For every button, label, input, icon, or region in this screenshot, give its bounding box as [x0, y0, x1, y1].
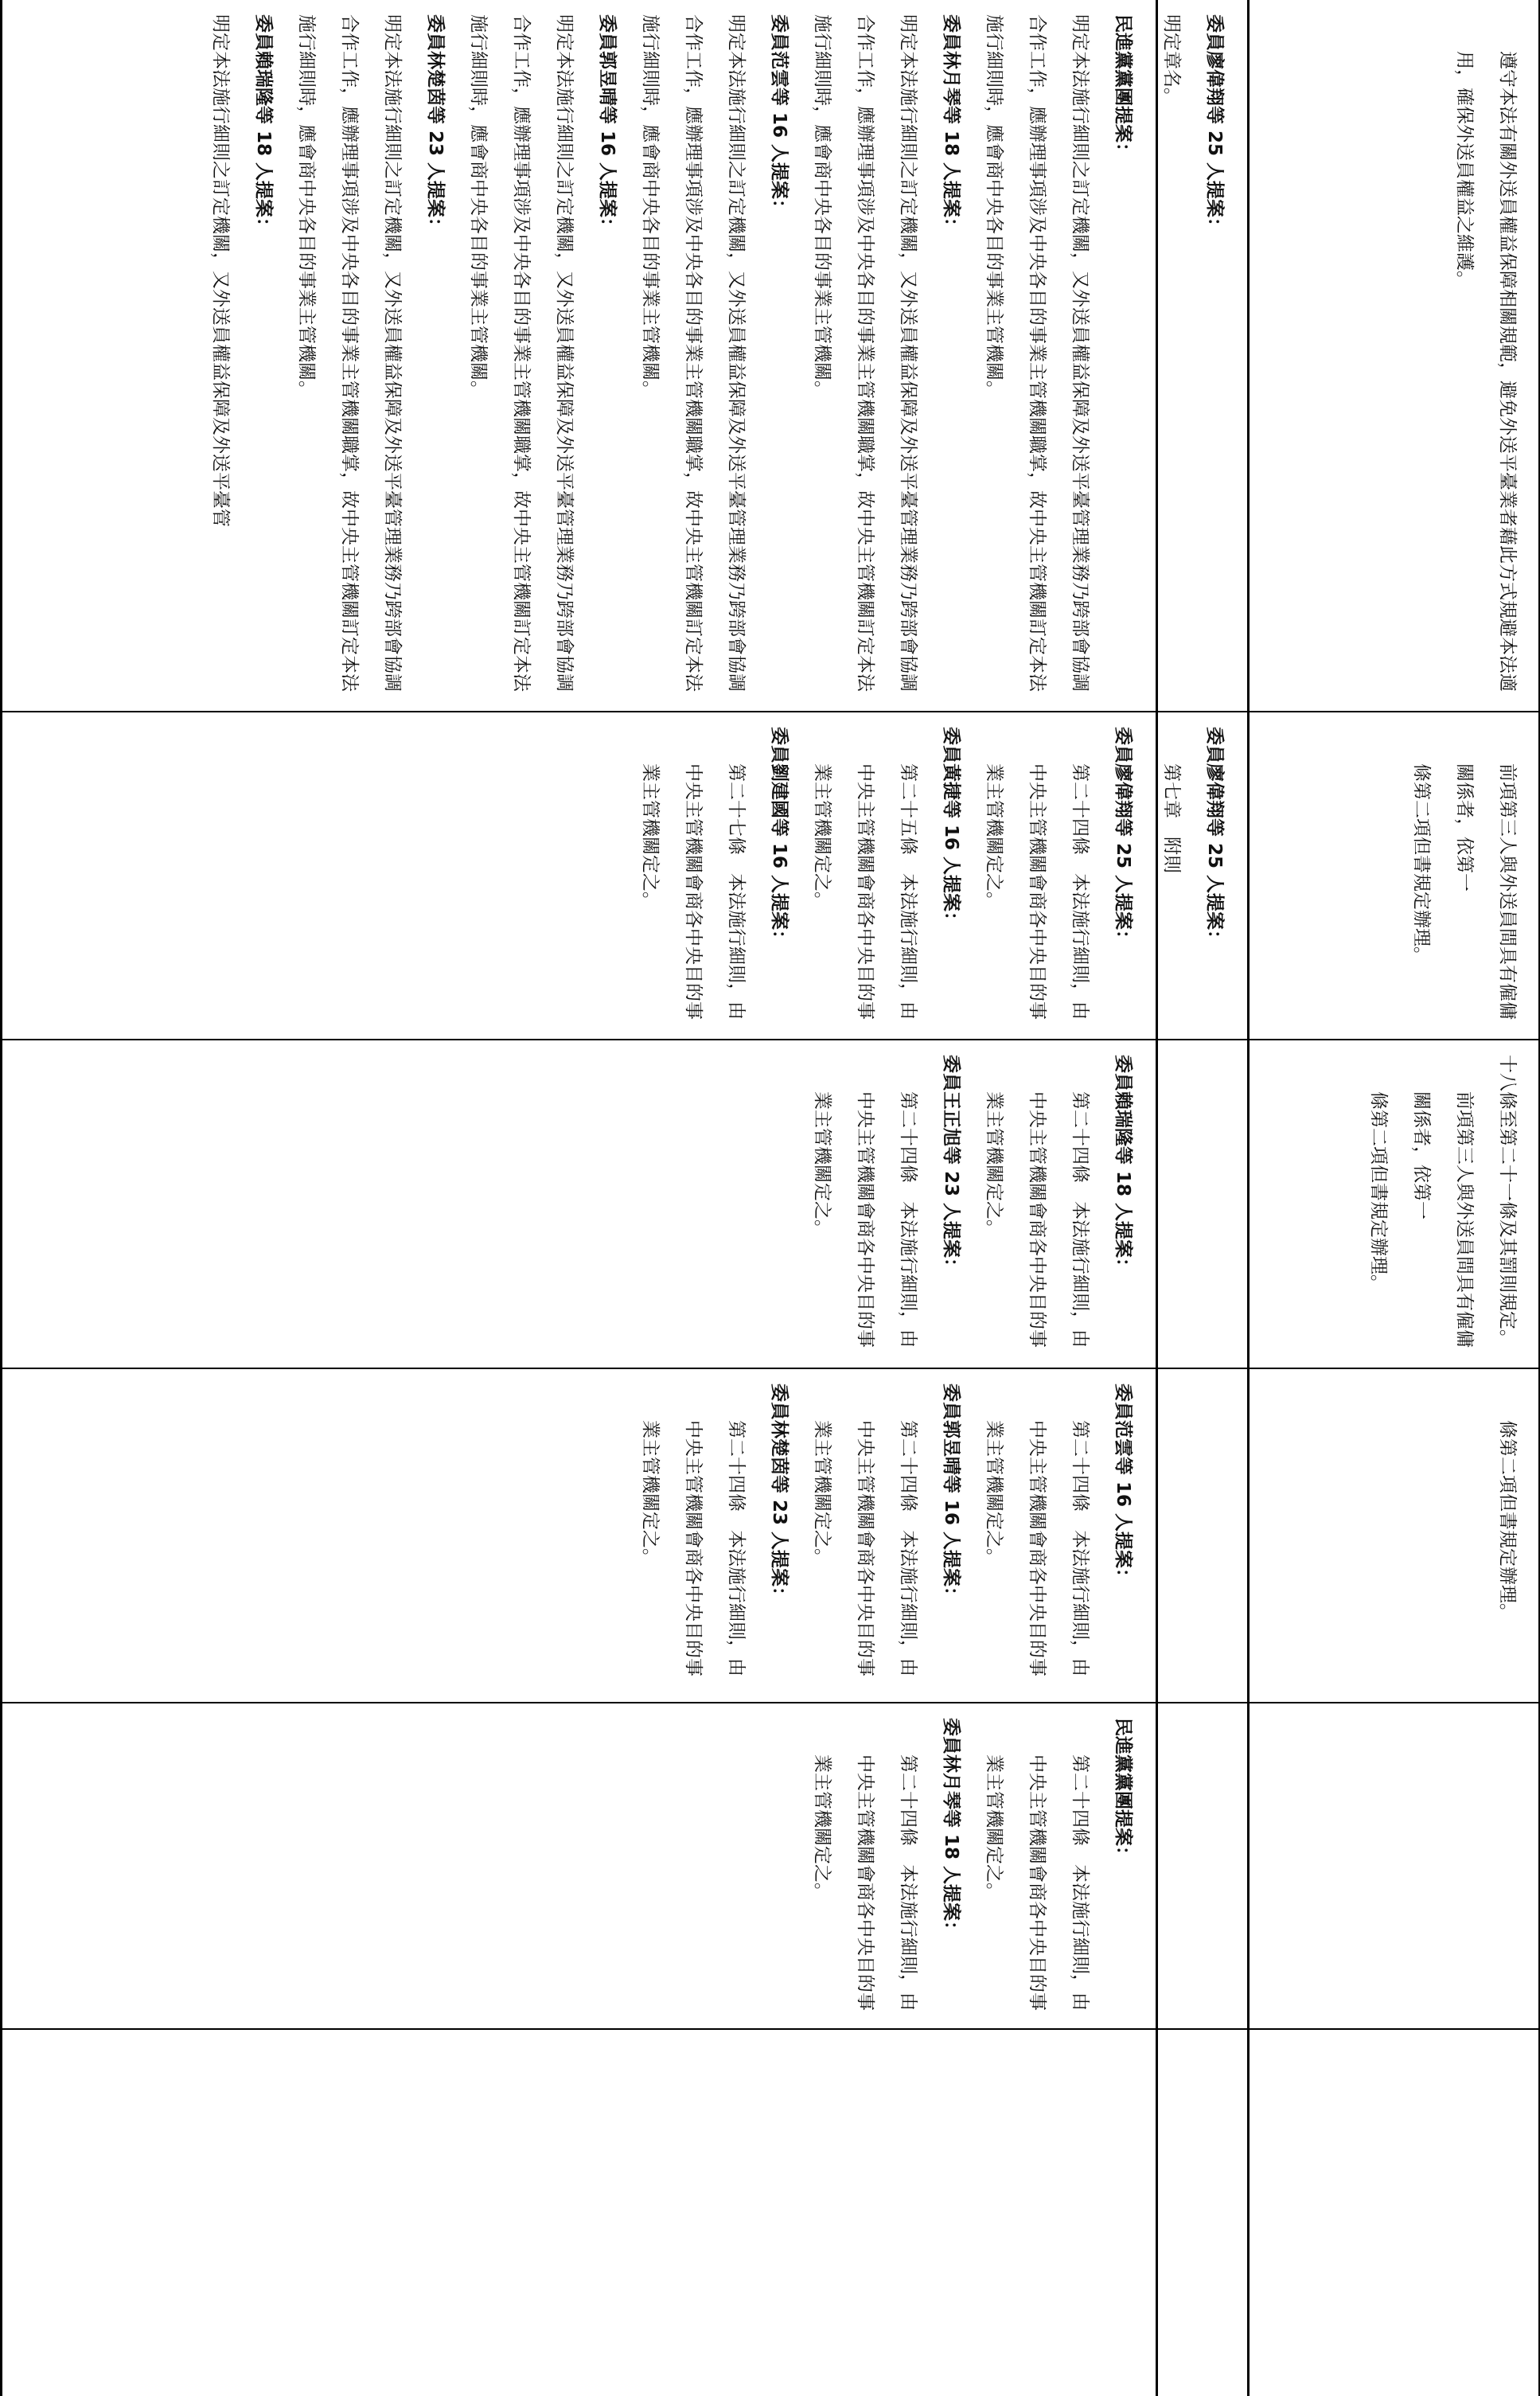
row1-col3-line1: 十八條至第二十一條及其罰則規定。: [1497, 1055, 1518, 1348]
row1-col1: [1250, 0, 1540, 711]
proposal-heading: 委員范雲等 16 人提案：: [1113, 1383, 1133, 1587]
row3-col4-list: [629, 1383, 1144, 1688]
proposal-text: 第二十四條 本法施行細則，由中央主管機關會商各中央目的事業主管機關定之。: [984, 1091, 1090, 1348]
proposal-text: 明定本法施行細則之訂定機關，又外送員權益保障及外送平臺管理業務乃跨部會協調合作工作，應辦理事項涉及中央各目的事業主管機關職掌，故中央主管機關訂定本法施行細則時，應會商中央各目的事業主管機關。: [812, 14, 918, 692]
proposal-text: 第二十四條 本法施行細則，由中央主管機關會商各中央目的事業主管機關定之。: [812, 1091, 918, 1348]
row2-col1-text: 明定章名。: [1161, 14, 1182, 106]
row1-col3: [1250, 1040, 1540, 1368]
proposal-text: 第二十四條 本法施行細則，由中央主管機關會商各中央目的事業主管機關定之。: [984, 1420, 1090, 1676]
row3-col3-list: [801, 1055, 1144, 1353]
proposal-heading: 委員賴瑞隆等 18 人提案：: [1113, 1055, 1133, 1277]
row1-col1-text: 遵守本法有關外送員權益保障相關規範，避免外送平臺業者藉此方式規避本法適用，確保外送員權益之維護。: [1454, 51, 1518, 692]
row1-col2-line1: 前項第三人與外送員間具有僱傭關係者，依第一: [1454, 763, 1518, 1020]
row3-col5: [2, 1703, 1156, 2028]
proposal-heading: 委員郭昱晴等 16 人提案：: [941, 1383, 961, 1606]
proposal-heading: 民進黨黨團提案：: [1113, 14, 1133, 161]
row1-col2: [1250, 712, 1540, 1039]
row2-col1-heading: 委員廖偉翔等 25 人提案：: [1204, 14, 1225, 236]
proposal-heading: 委員郭昱晴等 16 人提案：: [597, 14, 618, 236]
row2-col2: [1158, 712, 1247, 1039]
proposal-heading: 委員林月琴等 18 人提案：: [941, 1718, 961, 1940]
proposal-heading: 委員王正旭等 23 人提案：: [941, 1055, 961, 1277]
row1-col3-line3: 條第二項但書規定辦理。: [1368, 1091, 1389, 1293]
proposal-text: 第二十四條 本法施行細則，由中央主管機關會商各中央目的事業主管機關定之。: [812, 1420, 918, 1676]
proposal-text: 明定本法施行細則之訂定機關，又外送員權益保障及外送平臺管理業務乃跨部會協調合作工作，應辦理事項涉及中央各目的事業主管機關職掌，故中央主管機關訂定本法施行細則時，應會商中央各目的事業主管機關。: [984, 14, 1090, 692]
proposal-text: 明定本法施行細則之訂定機關，又外送員權益保障及外送平臺管理業務乃跨部會協調合作工作，應辦理事項涉及中央各目的事業主管機關職掌，故中央主管機關訂定本法施行細則時，應會商中央各目的事業主管機關。: [468, 14, 575, 692]
row3-col5-list: [801, 1718, 1144, 2014]
proposal-text: 第二十四條 本法施行細則，由中央主管機關會商各中央目的事業主管機關定之。: [640, 1420, 747, 1676]
row3-col2-list: [629, 727, 1144, 1024]
proposal-text: 第二十七條 本法施行細則，由中央主管機關會商各中央目的事業主管機關定之。: [640, 763, 747, 1020]
row1-col4-text: 條第二項但書規定辦理。: [1497, 1420, 1518, 1621]
row2-col2-heading: 委員廖偉翔等 25 人提案：: [1204, 727, 1225, 949]
row2-col1: [1158, 0, 1247, 711]
proposal-heading: 委員林楚茵等 23 人提案：: [425, 14, 446, 236]
proposal-heading: 委員范雲等 16 人提案：: [769, 14, 789, 218]
proposal-text: 明定本法施行細則之訂定機關，又外送員權益保障及外送平臺管理業務乃跨部會協調合作工作，應辦理事項涉及中央各目的事業主管機關職掌，故中央主管機關訂定本法施行細則時，應會商中央各目的事業主管機關。: [296, 14, 403, 692]
proposal-heading: 民進黨黨團提案：: [1113, 1718, 1133, 1864]
row1-col2-line2: 條第二項但書規定辦理。: [1411, 763, 1432, 965]
proposal-heading: 委員劉建國等 16 人提案：: [769, 727, 789, 949]
proposal-text: 明定本法施行細則之訂定機關，又外送員權益保障及外送平臺管理業務乃跨部會協調合作工作，應辦理事項涉及中央各目的事業主管機關職掌，故中央主管機關訂定本法施行細則時，應會商中央各目的事業主管機關。: [640, 14, 747, 692]
row1-col4: [1250, 1369, 1540, 1702]
proposal-text: 第二十四條 本法施行細則，由中央主管機關會商各中央目的事業主管機關定之。: [812, 1754, 918, 2011]
row3-col1: [2, 0, 1156, 711]
proposal-heading: 委員林月琴等 18 人提案：: [941, 14, 961, 236]
proposal-heading: 委員賴瑞隆等 18 人提案：: [253, 14, 274, 236]
proposal-text: 第二十四條 本法施行細則，由中央主管機關會商各中央目的事業主管機關定之。: [984, 763, 1090, 1020]
row3-col1-list: [199, 14, 1144, 697]
proposal-text: 明定本法施行細則之訂定機關，又外送員權益保障及外送平臺管: [210, 14, 231, 527]
row3-col6: [2, 2030, 1156, 2396]
row1-col6: [1250, 2030, 1540, 2396]
proposal-heading: 委員黃捷等 16 人提案：: [941, 727, 961, 931]
row3-col2: [2, 712, 1156, 1039]
row2-col2-text: 第七章 附則: [1161, 763, 1182, 873]
proposal-text: 第二十五條 本法施行細則，由中央主管機關會商各中央目的事業主管機關定之。: [812, 763, 918, 1020]
row1-col3-line2: 前項第三人與外送員間具有僱傭關係者，依第一: [1411, 1091, 1475, 1348]
row3-col3: [2, 1040, 1156, 1368]
proposal-heading: 委員廖偉翔等 25 人提案：: [1113, 727, 1133, 949]
row3-col4: [2, 1369, 1156, 1702]
proposal-text: 第二十四條 本法施行細則，由中央主管機關會商各中央目的事業主管機關定之。: [984, 1754, 1090, 2011]
proposal-heading: 委員林楚茵等 23 人提案：: [769, 1383, 789, 1606]
row1-col5: [1250, 1703, 1540, 2028]
